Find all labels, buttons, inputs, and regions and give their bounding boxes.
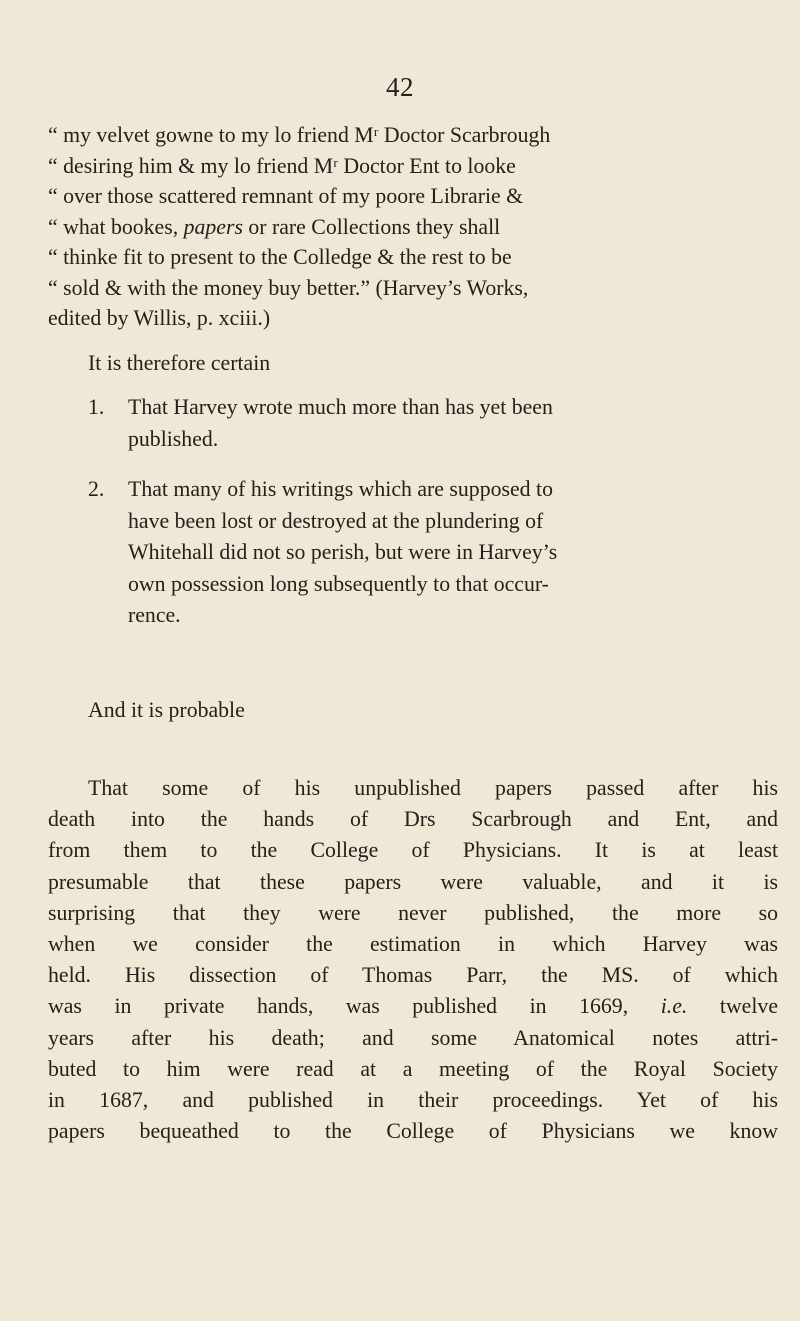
body-paragraph bbox=[48, 773, 778, 1147]
body-line: held. His dissection of Thomas Parr, the MS. of which bbox=[48, 963, 778, 988]
page-number: 42 bbox=[386, 72, 414, 102]
list-item-number: 2. bbox=[88, 477, 105, 501]
body-line: in 1687, and published in their proceedings. Yet of his bbox=[48, 1088, 778, 1113]
body-line-with-italic: was in private hands, was published in 1669, i.e. twelve bbox=[48, 994, 778, 1019]
body-line: presumable that these papers were valuable, and it is bbox=[48, 869, 778, 894]
body-line: buted to him were read at a meeting of the Royal Society bbox=[48, 1056, 778, 1081]
list-item bbox=[88, 474, 778, 632]
list-item-line: Whitehall did not so perish, but were in Harvey’s bbox=[128, 540, 558, 564]
will-quotation bbox=[48, 120, 778, 334]
list-item-line: That many of his writings which are supposed to bbox=[128, 477, 553, 501]
certain-heading: It is therefore certain bbox=[88, 351, 271, 375]
body-line: when we consider the estimation in which Harvey was bbox=[48, 932, 778, 957]
quote-line-with-italic: “ what bookes, papers or rare Collections they shall bbox=[48, 214, 501, 239]
italic-word: papers bbox=[183, 214, 243, 239]
body-line: surprising that they were never published, the more so bbox=[48, 900, 778, 925]
quote-line: “ over those scattered remnant of my poore Librarie & bbox=[48, 184, 524, 208]
list-item-number: 1. bbox=[88, 395, 105, 419]
body-line: from them to the College of Physicians. It is at least bbox=[48, 838, 778, 863]
list-item-line: That Harvey wrote much more than has yet been bbox=[128, 395, 553, 419]
list-item-line: have been lost or destroyed at the plundering of bbox=[128, 508, 544, 533]
italic-word: i.e. bbox=[660, 994, 688, 1019]
list-item-line: published. bbox=[128, 426, 219, 451]
body-line: That some of his unpublished papers passed after his bbox=[88, 776, 778, 800]
quote-line: “ sold & with the money buy better.” (Harvey’s Works, bbox=[48, 275, 529, 300]
list-item-line: rence. bbox=[128, 603, 181, 627]
list-item bbox=[88, 392, 778, 455]
list-item-line: own possession long subsequently to that occur- bbox=[128, 571, 549, 596]
body-line: death into the hands of Drs Scarbrough and Ent, and bbox=[48, 807, 778, 832]
quote-line: “ my velvet gowne to my lo friend Mʳ Doctor Scarbrough bbox=[48, 123, 551, 147]
probable-heading: And it is probable bbox=[88, 698, 245, 722]
quote-line: “ desiring him & my lo friend Mʳ Doctor Ent to looke bbox=[48, 153, 516, 178]
quote-line: “ thinke fit to present to the Colledge & the rest to be bbox=[48, 245, 512, 269]
body-line: years after his death; and some Anatomical notes attri- bbox=[48, 1025, 778, 1050]
body-line: papers bequeathed to the College of Physicians we know bbox=[48, 1119, 778, 1144]
quote-citation: edited by Willis, p. xciii.) bbox=[48, 306, 271, 330]
